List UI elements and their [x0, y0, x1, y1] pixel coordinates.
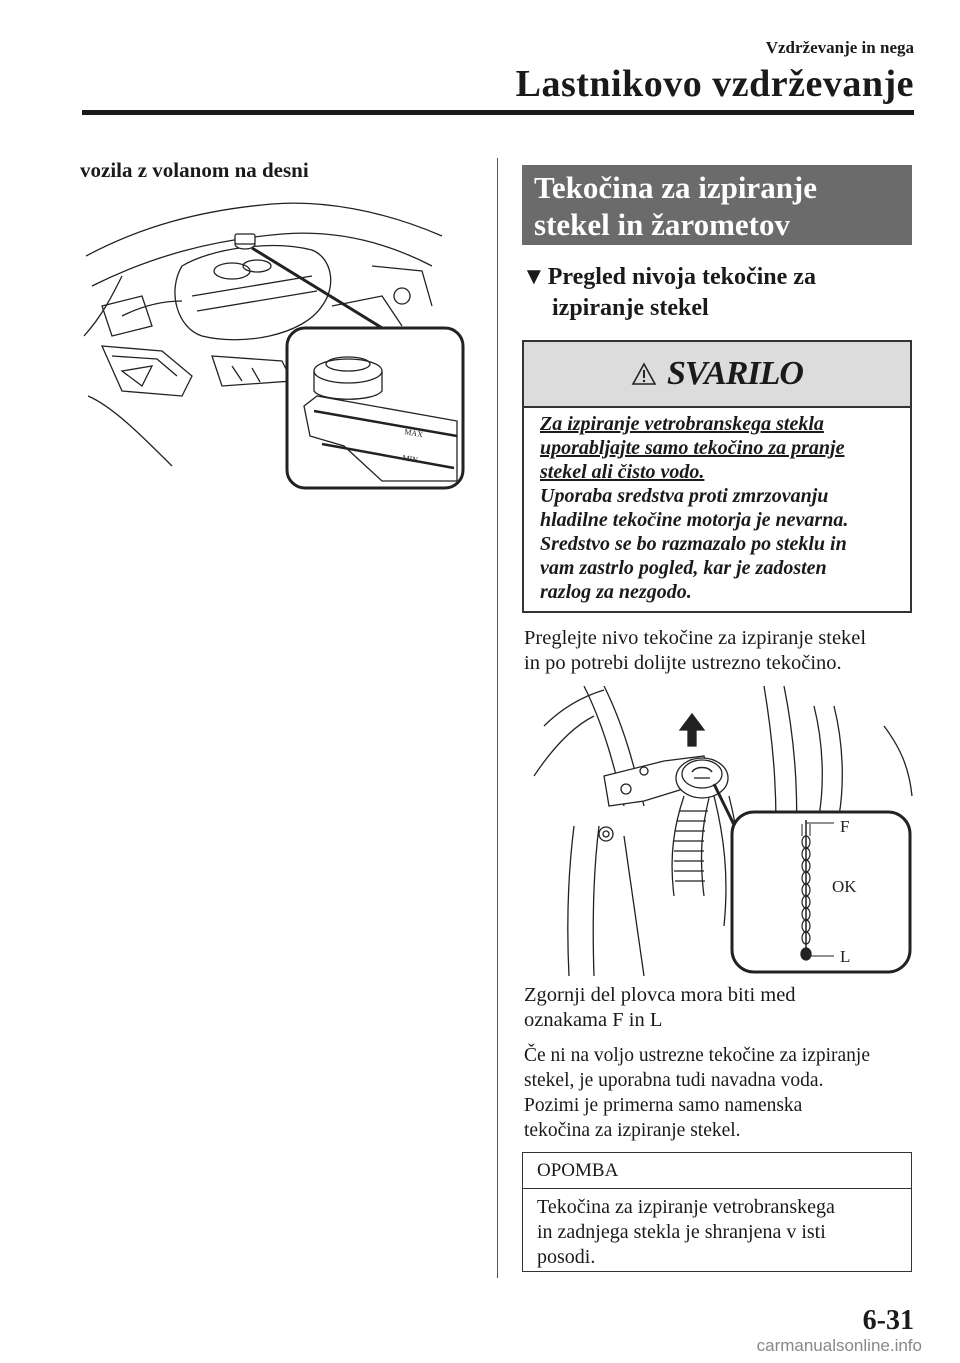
note-line-3: posodi. — [537, 1246, 596, 1268]
note-box — [522, 1152, 912, 1272]
warning-text-line-1: Uporaba sredstva proti zmrzovanju — [540, 485, 829, 507]
washer-reservoir-illustration — [524, 686, 914, 976]
paragraph3-line-2: stekel, je uporabna tudi navadna voda. — [524, 1070, 824, 1091]
inset-min-label: MIN — [401, 453, 419, 465]
paragraph-alternative-fluid — [524, 1043, 916, 1143]
header-rule — [82, 110, 914, 115]
warning-underlined-line-2: uporabljajte samo tekočino za pranje — [540, 437, 845, 459]
section-title-banner — [522, 165, 912, 245]
inset-l-label: L — [840, 947, 851, 966]
note-line-1: Tekočina za izpiranje vetrobranskega — [537, 1196, 835, 1218]
note-title: OPOMBA — [523, 1153, 911, 1189]
warning-text-line-4: vam zastrlo pogled, kar je zadosten — [540, 557, 827, 579]
warning-underlined-line-3: stekel ali čisto vodo. — [540, 461, 705, 483]
warning-body — [524, 408, 910, 604]
paragraph3-line-3: Pozimi je primerna samo namenska — [524, 1095, 803, 1116]
paragraph3-line-4: tekočina za izpiranje stekel. — [524, 1120, 741, 1141]
inset-ok-label: OK — [832, 877, 857, 896]
triangle-down-icon: ▼ — [522, 264, 546, 290]
paragraph-check-level — [524, 626, 914, 676]
warning-text-line-2: hladilne tekočine motorja je nevarna. — [540, 509, 849, 531]
warning-box — [522, 340, 912, 613]
inset-f-label: F — [840, 817, 850, 836]
section-title-line-1: Tekočina za izpiranje — [534, 170, 818, 205]
warning-title: SVARILO — [667, 355, 803, 392]
warning-triangle-icon — [631, 362, 657, 386]
section-title-line-2: stekel in žarometov — [534, 207, 790, 242]
inset-max-label: MAX — [403, 427, 424, 440]
page-number: 6-31 — [862, 1305, 914, 1336]
engine-bay-illustration — [82, 196, 468, 492]
paragraph-float-level — [524, 983, 914, 1033]
paragraph2-line-2: oznakama F in L — [524, 1009, 663, 1031]
subheading — [522, 262, 912, 324]
subheading-line-2: izpiranje stekel — [552, 295, 709, 321]
running-header-chapter: Lastnikovo vzdrževanje — [515, 63, 914, 105]
warning-header — [524, 342, 910, 408]
paragraph2-line-1: Zgornji del plovca mora biti med — [524, 984, 796, 1006]
watermark: carmanualsonline.info — [756, 1336, 922, 1355]
paragraph1-line-2: in po potrebi dolijte ustrezno tekočino. — [524, 652, 842, 674]
warning-text-line-5: razlog za nezgodo. — [540, 581, 692, 603]
note-line-2: in zadnjega stekla je shranjena v isti — [537, 1221, 826, 1243]
subheading-line-1: Pregled nivoja tekočine za — [547, 264, 816, 290]
paragraph3-line-1: Če ni na voljo ustrezne tekočine za izpiranje — [524, 1045, 870, 1066]
warning-underlined-line-1: Za izpiranje vetrobranskega stekla — [540, 413, 824, 435]
paragraph1-line-1: Preglejte nivo tekočine za izpiranje stekel — [524, 627, 867, 649]
warning-text-line-3: Sredstvo se bo razmazalo po steklu in — [540, 533, 847, 555]
left-heading: vozila z volanom na desni — [80, 158, 309, 182]
running-header-section: Vzdrževanje in nega — [765, 38, 914, 57]
note-body — [523, 1189, 911, 1270]
column-divider — [497, 158, 498, 1278]
